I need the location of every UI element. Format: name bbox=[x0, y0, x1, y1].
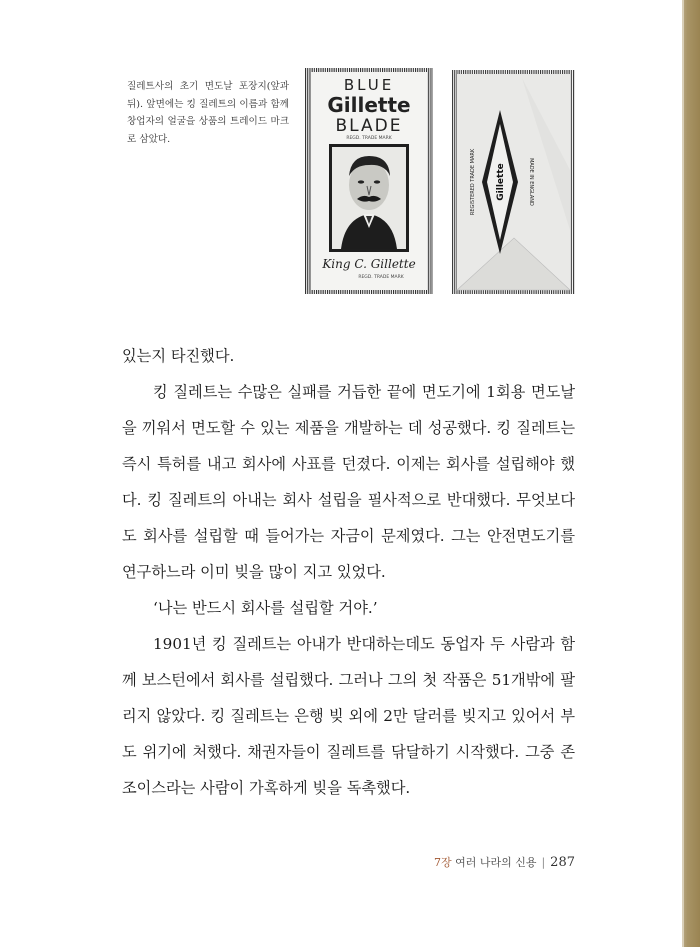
back-left-text: REGISTERED TRADE MARK bbox=[470, 148, 476, 216]
chapter-number: 7장 bbox=[433, 856, 452, 869]
footer-separator: | bbox=[541, 856, 546, 869]
chapter-title: 여러 나라의 신용 bbox=[455, 856, 537, 869]
front-line1: BLUE bbox=[343, 76, 395, 94]
front-small1: REGD. TRADE MARK bbox=[346, 136, 392, 141]
figure-caption: 질레트사의 초기 면도날 포장지(앞과 뒤). 앞면에는 킹 질레트의 이름과 함께 창업자의 얼굴을 상품의 트레이드 마크로 삼았다. bbox=[127, 81, 289, 145]
paragraph-1: 있는지 타진했다. bbox=[122, 347, 235, 365]
paragraph-2: 킹 질레트는 수많은 실패를 거듭한 끝에 면도기에 1회용 면도날을 끼워서 면도할 수 있는 제품을 개발하는 데 성공했다. 킹 질레트는 즉시 특허를 내고 회사에 사표를 던졌다. 이제는 회사를 설립해야 했다. 킹 질레트의 아내는 회사 설립을 필사적으로 반대했다. 무엇보다도 회사를 설립할 때 들어가는 자금이 문제였다. 그는 안전면도기를 연구하느라 이미 빚을 많이 지고 있었다. bbox=[122, 383, 575, 581]
front-small2: REGD. TRADE MARK bbox=[358, 275, 404, 280]
paragraph-4: 1901년 킹 질레트는 아내가 반대하는데도 동업자 두 사람과 함께 보스턴에서 회사를 설립했다. 그러나 그의 첫 작품은 51개밖에 팔리지 않았다. 킹 질레트는 은행 빚 외에 2만 달러를 빚지고 있어서 부도 위기에 처했다. 채권자들이 질레트를 닦달하기 시작했다. 그중 존 조이스라는 사람이 가혹하게 빚을 독촉했다. bbox=[122, 635, 575, 797]
page-edge-bar bbox=[682, 0, 700, 947]
front-signature: King C. Gillette bbox=[322, 257, 416, 271]
blade-wrapper-front-image bbox=[305, 68, 433, 294]
page-footer bbox=[432, 854, 575, 870]
front-line2: Gillette bbox=[327, 93, 411, 117]
front-line3: BLADE bbox=[335, 116, 403, 136]
paragraph-3: ‘나는 반드시 회사를 설립할 거야.’ bbox=[153, 599, 378, 617]
back-right-text: MADE IN ENGLAND bbox=[528, 158, 534, 206]
body-text bbox=[122, 338, 575, 806]
back-center-text: Gillette bbox=[496, 163, 506, 201]
blade-wrapper-back-image bbox=[452, 70, 575, 294]
page-number: 287 bbox=[550, 855, 575, 870]
